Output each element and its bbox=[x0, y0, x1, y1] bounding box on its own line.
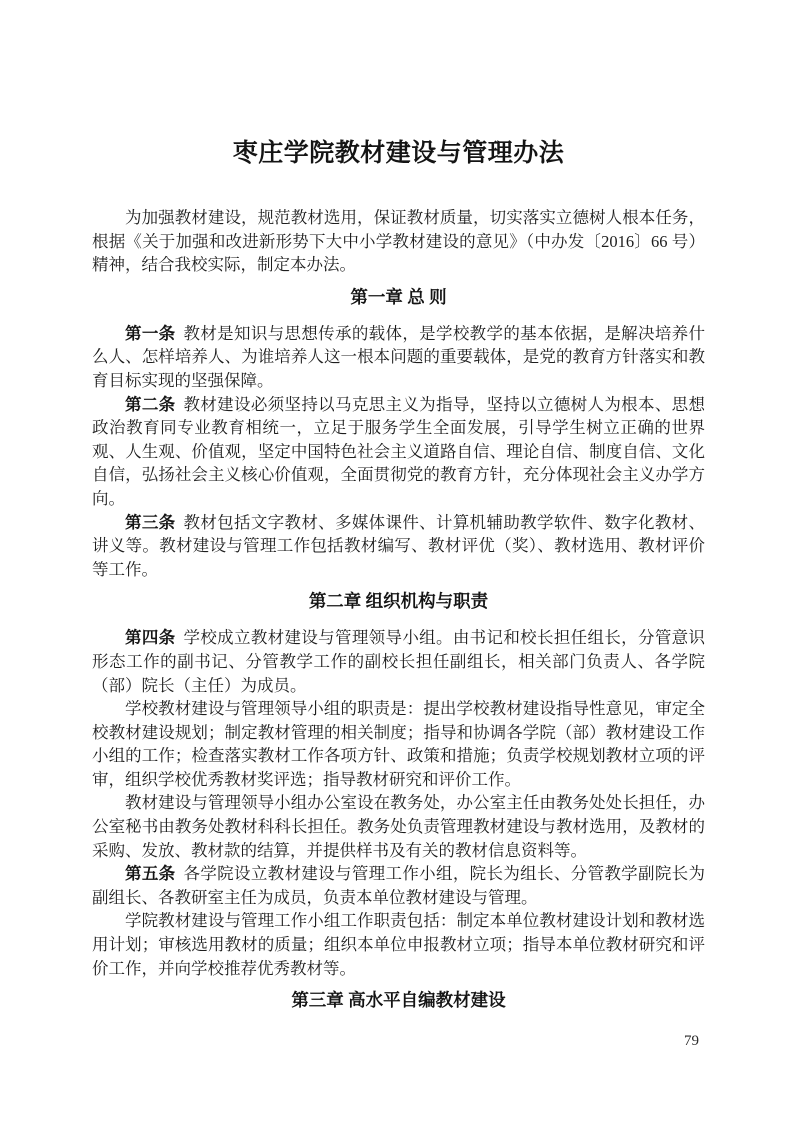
document-title: 枣庄学院教材建设与管理办法 bbox=[232, 140, 565, 167]
article-4-text: 学校成立教材建设与管理领导小组。由书记和校长担任组长，分管意识形态工作的副书记、分管教学工作的副校长担任副组长，相关部门负责人、各学院（部）院长（主任）为成员。 bbox=[92, 628, 705, 695]
article-5-paragraph bbox=[92, 862, 705, 909]
intro-paragraph: 为加强教材建设，规范教材选用，保证教材质量，切实落实立德树人根本任务，根据《关于加强和改进新形势下大中小学教材建设的意见》（中办发〔2016〕66 号）精神，结合我校实际，制定本办法。 bbox=[92, 208, 705, 275]
article-3-text: 教材包括文字教材、多媒体课件、计算机辅助教学软件、数字化教材、讲义等。教材建设与管理工作包括教材编写、教材评优（奖）、教材选用、教材评价等工作。 bbox=[92, 512, 705, 579]
chapter-3-heading: 第三章 高水平自编教材建设 bbox=[291, 990, 506, 1011]
college-workgroup-duties-paragraph: 学院教材建设与管理工作小组工作职责包括：制定本单位教材建设计划和教材选用计划；审核选用教材的质量；组织本单位申报教材立项；指导本单位教材研究和评价工作，并向学校推荐优秀教材等。 bbox=[92, 911, 705, 978]
article-3-paragraph bbox=[92, 511, 705, 582]
article-3-label: 第三条 bbox=[125, 512, 176, 532]
chapter-1-heading: 第一章 总 则 bbox=[350, 286, 447, 307]
article-2-paragraph bbox=[92, 393, 705, 511]
article-4-label: 第四条 bbox=[125, 628, 176, 648]
article-5-text: 各学院设立教材建设与管理工作小组，院长为组长、分管教学副院长为副组长、各教研室主任为成员，负责本单位教材建设与管理。 bbox=[92, 864, 705, 907]
article-2-text: 教材建设必须坚持以马克思主义为指导，坚持以立德树人为根本、思想政治教育同专业教育相统一，立足于服务学生全面发展，引导学生树立正确的世界观、人生观、价值观，坚定中国特色社会主义道路自信、理论自信、制度自信、文化自信，弘扬社会主义核心价值观，全面贯彻党的教育方针，充分体现社会主义办学方向。 bbox=[92, 394, 705, 508]
article-5-label: 第五条 bbox=[125, 864, 176, 884]
article-1-text: 教材是知识与思想传承的载体，是学校教学的基本依据，是解决培养什么人、怎样培养人、为谁培养人这一根本问题的重要载体，是党的教育方针落实和教育目标实现的坚强保障。 bbox=[92, 323, 705, 390]
leading-group-duties-paragraph: 学校教材建设与管理领导小组的职责是：提出学校教材建设指导性意见，审定全校教材建设规划；制定教材管理的相关制度；指导和协调各学院（部）教材建设工作小组的工作；检查落实教材工作各项方针、政策和措施；负责学校规划教材立项的评审，组织学校优秀教材奖评选；指导教材研究和评价工作。 bbox=[92, 699, 705, 789]
document-content bbox=[92, 140, 705, 1025]
chapter-2-heading: 第二章 组织机构与职责 bbox=[308, 591, 489, 612]
article-4-paragraph bbox=[92, 626, 705, 697]
page-number: 79 bbox=[684, 1033, 699, 1049]
article-1-paragraph bbox=[92, 322, 705, 393]
article-2-label: 第二条 bbox=[125, 394, 176, 414]
office-setup-paragraph: 教材建设与管理领导小组办公室设在教务处，办公室主任由教务处处长担任，办公室秘书由教务处教材科科长担任。教务处负责管理教材建设与教材选用，及教材的采购、发放、教材款的结算，并提供样书及有关的教材信息资料等。 bbox=[92, 793, 705, 860]
article-1-label: 第一条 bbox=[125, 323, 176, 343]
